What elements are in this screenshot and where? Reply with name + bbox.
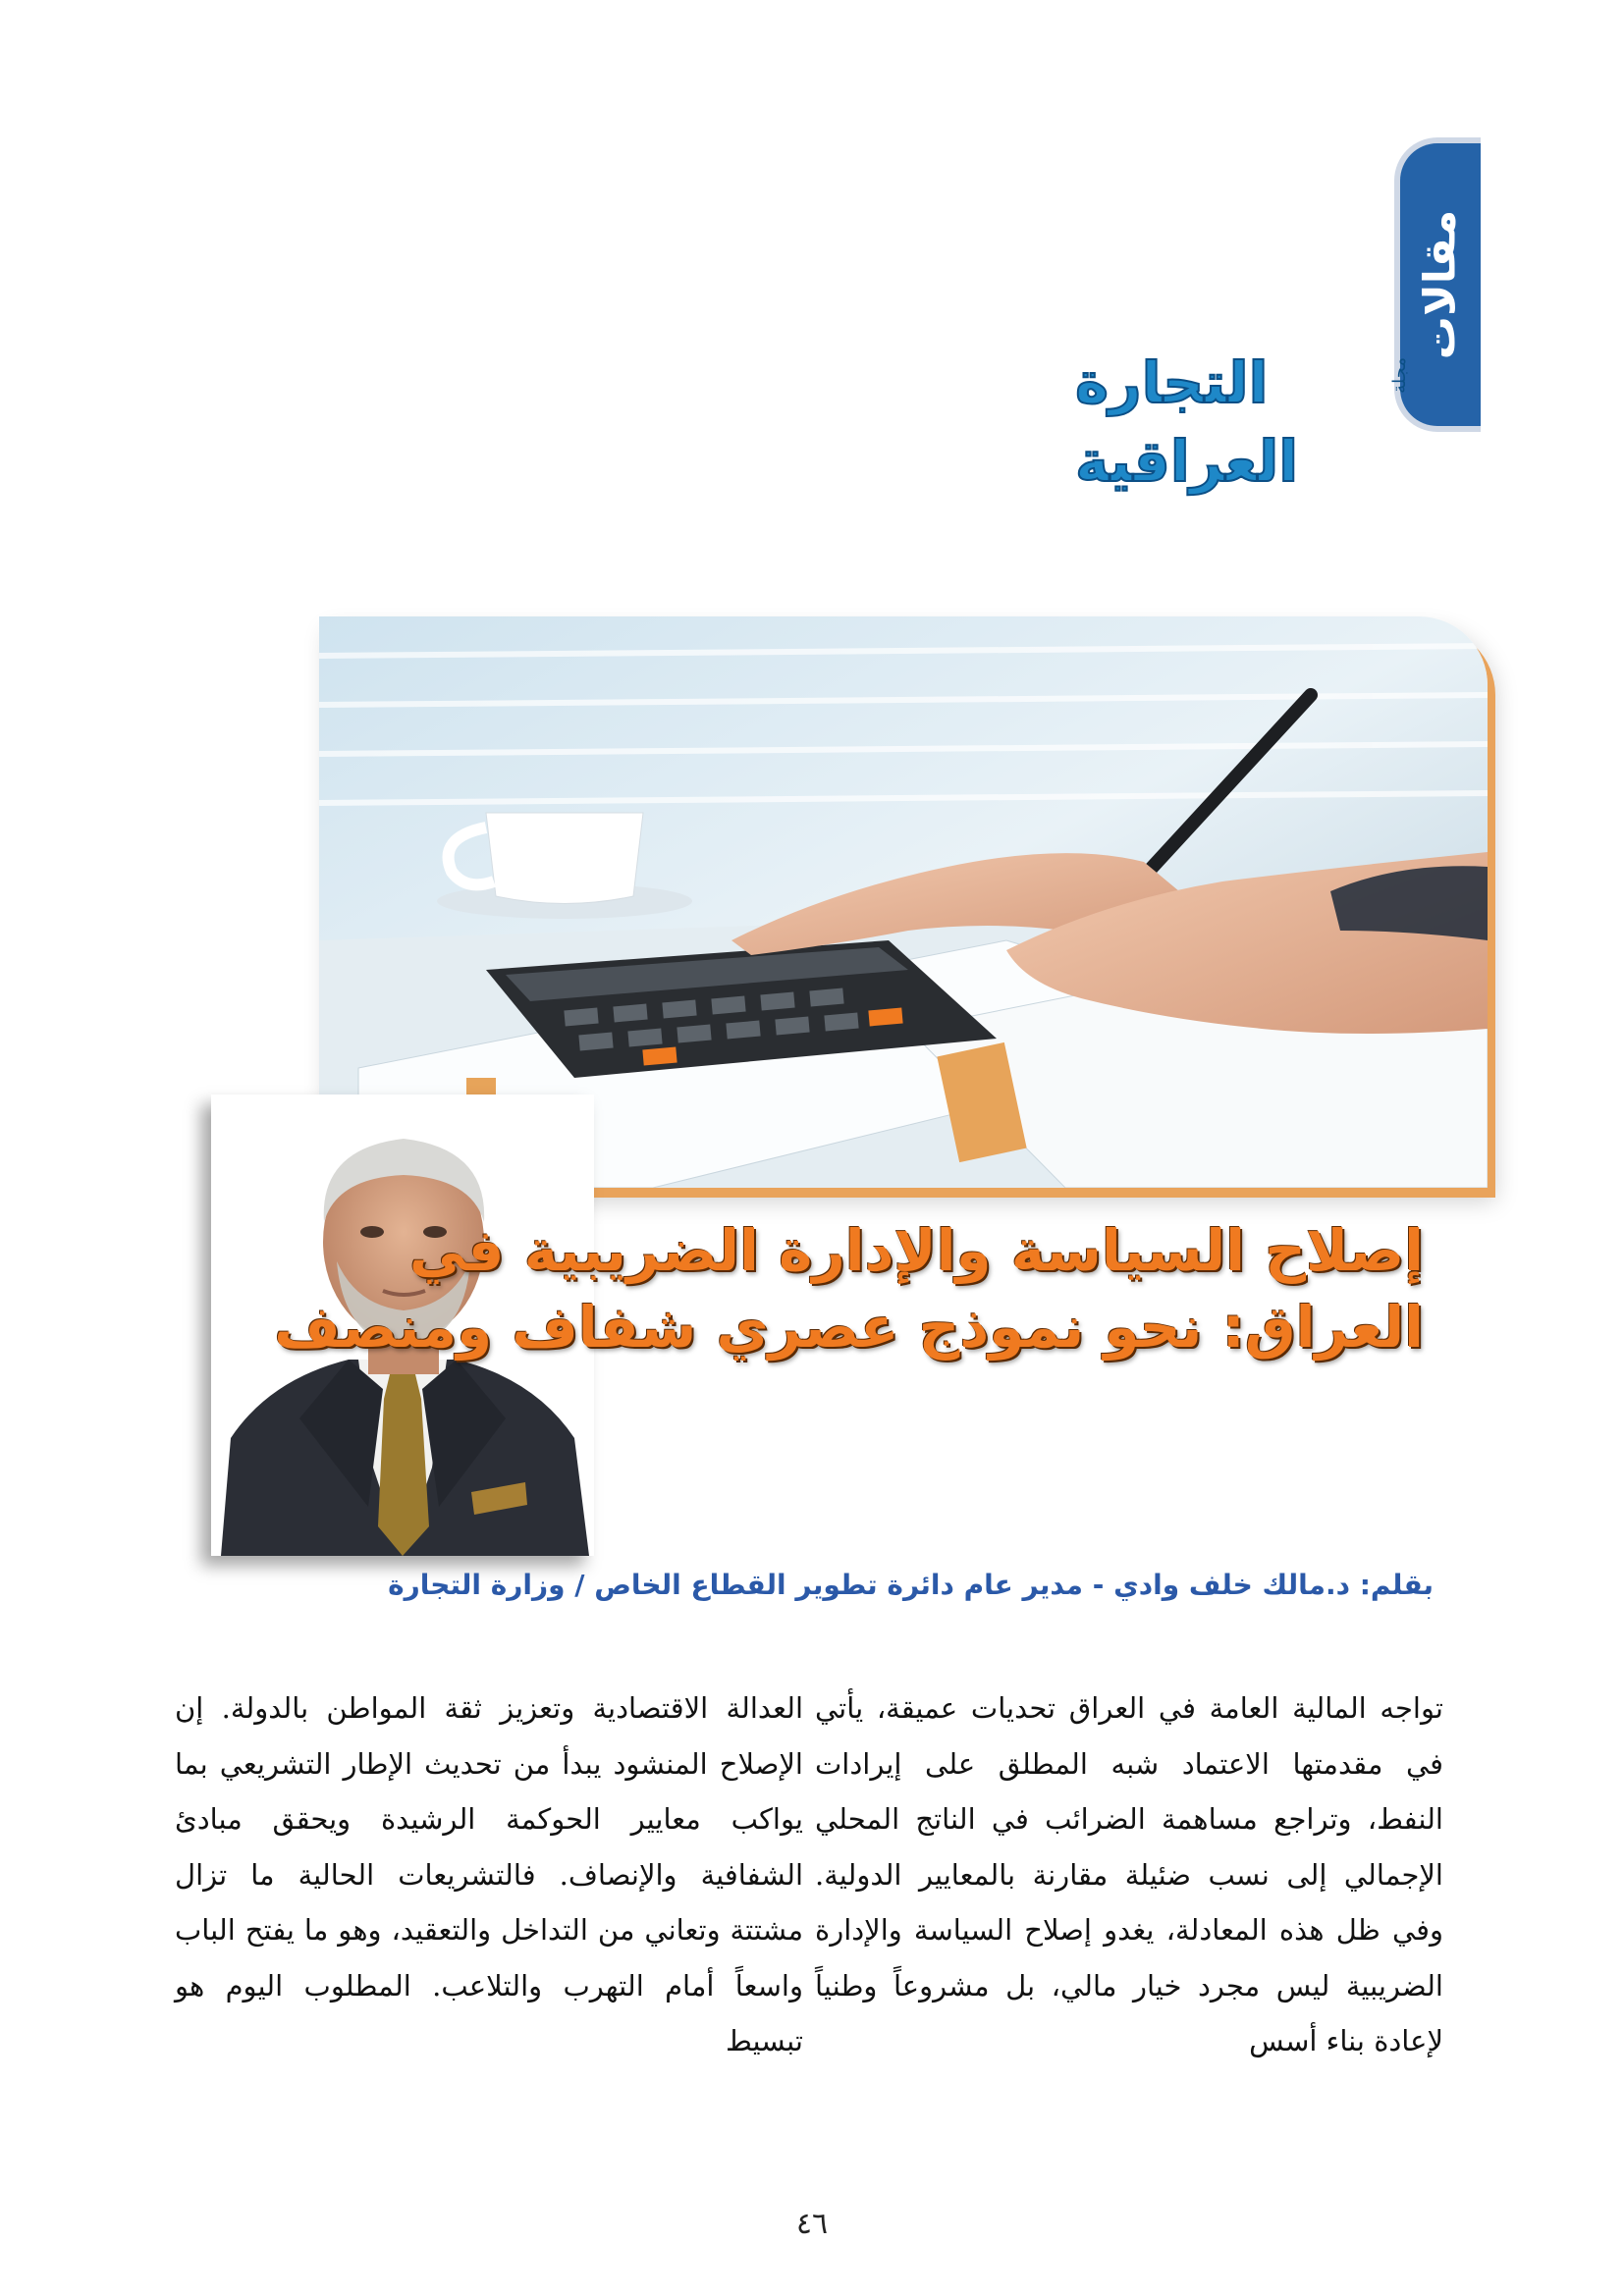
section-tab-label: مقالات [1415, 209, 1466, 360]
article-paragraph: تواجه المالية العامة في العراق تحديات عميقة، يأتي في مقدمتها الاعتماد شبه المطلق على إيرادات النفط، وتراجع مساهمة الضرائب في الناتج المحلي الإجمالي إلى نسب ضئيلة مقارنة بالمعايير الدولية. وفي ظل هذه المعادلة، يغدو إصلاح السياسة والإدارة الضريبية ليس مجرد خيار مالي، بل مشروعاً وطنياً لإعادة بناء أسس [815, 1691, 1443, 2057]
article-title-line-2: العراق: نحو نموذج عصري شفاف ومنصف [274, 1294, 1424, 1361]
author-byline: بقلم: د.مالك خلف وادي - مدير عام دائرة تطوير القطاع الخاص / وزارة التجارة [388, 1569, 1434, 1601]
article-title [274, 1212, 1424, 1365]
article-column-right [815, 1681, 1443, 2069]
article-paragraph: العدالة الاقتصادية وتعزيز ثقة المواطن بالدولة. إن الإصلاح المنشود يبدأ من تحديث الإطار التشريعي بما يواكب معايير الحوكمة الرشيدة ويحقق مبادئ الشفافية والإنصاف. فالتشريعات الحالية ما تزال مشتتة وتعاني من التداخل والتعقيد، وهو ما يفتح الباب واسعاً أمام التهرب والتلاعب. المطلوب اليوم هو تبسيط [175, 1691, 803, 2057]
article-title-line-1: إصلاح السياسة والإدارة الضريبية في [408, 1217, 1424, 1284]
magazine-name: التجارة العراقية [1075, 349, 1299, 495]
page-number: ٤٦ [795, 2207, 829, 2241]
magazine-prefix: مجلة [1389, 357, 1410, 394]
article-column-left [175, 1681, 803, 2069]
magazine-logo [1075, 344, 1410, 495]
